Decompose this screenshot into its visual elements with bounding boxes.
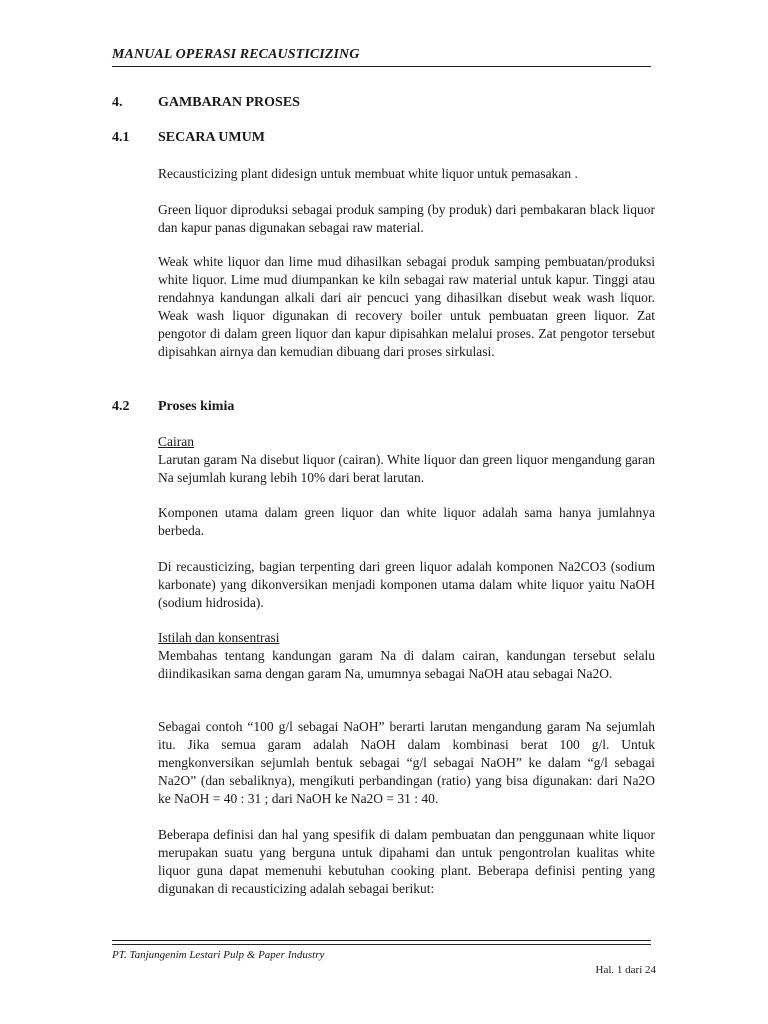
paragraph: Komponen utama dalam green liquor dan white liquor adalah sama hanya jumlahnya berbeda. xyxy=(158,505,655,538)
footer-page-number: Hal. 1 dari 24 xyxy=(595,964,656,976)
footer-company: PT. Tanjungenim Lestari Pulp & Paper Industry xyxy=(112,949,325,961)
section-4-1-number: 4.1 xyxy=(112,130,130,145)
paragraph: Recausticizing plant didesign untuk membuat white liquor untuk pemasakan . xyxy=(158,166,578,181)
footer-rule-bottom xyxy=(112,944,651,945)
section-4-2-title: Proses kimia xyxy=(158,399,235,414)
document-header-title: MANUAL OPERASI RECAUSTICIZING xyxy=(112,47,360,62)
section-4-title: GAMBARAN PROSES xyxy=(158,95,300,110)
paragraph: Di recausticizing, bagian terpenting dari green liquor adalah komponen Na2CO3 (sodium karbonate) yang dikonversikan menjadi komponen utama dalam white liquor yaitu NaOH (sodium hidrosida). xyxy=(158,559,655,610)
paragraph: Sebagai contoh “100 g/l sebagai NaOH” berarti larutan mengandung garam Na sejumlah itu. Jika semua garam adalah NaOH dalam kombinasi berat 100 g/l. Untuk mengkonversikan sejumlah bentuk sebagai “g/l sebagai NaOH” ke dalam “g/l sebagai Na2O” (dan sebaliknya), mengikuti perbandingan (ratio) yang bisa digunakan: dari Na2O ke NaOH = 40 : 31 ; dari NaOH ke Na2O = 31 : 40. xyxy=(158,719,655,806)
paragraph: Weak white liquor dan lime mud dihasilkan sebagai produk samping pembuatan/produksi white liquor. Lime mud diumpankan ke kiln sebagai raw material untuk kapur. Tinggi atau rendahnya kandungan alkali dari air pencuci yang dihasilkan disebut weak wash liquor. Weak wash liquor digunakan di recovery boiler untuk pembuatan green liquor. Zat pengotor di dalam green liquor dan kapur dipisahkan melalui proses. Zat pengotor tersebut dipisahkan airnya dan kemudian dibuang dari proses sirkulasi. xyxy=(158,254,655,359)
section-4-2-number: 4.2 xyxy=(112,399,130,414)
section-4-number: 4. xyxy=(112,95,123,110)
paragraph: Membahas tentang kandungan garam Na di dalam cairan, kandungan tersebut selalu diindikasikan sama dengan garam Na, umumnya sebagai NaOH atau sebagai Na2O. xyxy=(158,648,655,681)
header-rule xyxy=(112,66,651,67)
footer-rule-top xyxy=(112,940,651,941)
subheading-istilah: Istilah dan konsentrasi xyxy=(158,630,280,645)
paragraph: Larutan garam Na disebut liquor (cairan). White liquor dan green liquor mengandung garan Na sejumlah kurang lebih 10% dari berat larutan. xyxy=(158,452,655,485)
paragraph: Beberapa definisi dan hal yang spesifik di dalam pembuatan dan penggunaan white liquor merupakan suatu yang berguna untuk dipahami dan untuk pengontrolan kualitas white liquor guna dapat memenuhi kebutuhan cooking plant. Beberapa definisi penting yang digunakan di recausticizing adalah sebagai berikut: xyxy=(158,827,655,896)
section-4-1-title: SECARA UMUM xyxy=(158,130,265,145)
subheading-cairan: Cairan xyxy=(158,434,194,449)
paragraph: Green liquor diproduksi sebagai produk samping (by produk) dari pembakaran black liquor dan kapur panas digunakan sebagai raw material. xyxy=(158,202,655,235)
